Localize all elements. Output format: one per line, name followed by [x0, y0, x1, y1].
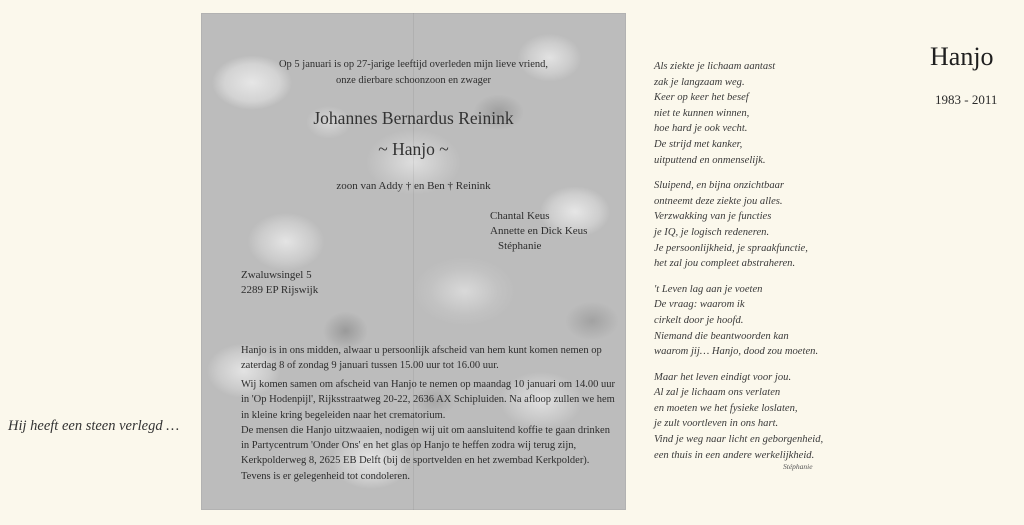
header-name: Hanjo [930, 42, 994, 71]
poem-line: 't Leven lag aan je voeten [654, 283, 763, 295]
poem-line: ontneemt deze ziekte jou alles. [654, 195, 783, 207]
poem-line: waarom jij… Hanjo, dood zou moeten. [654, 346, 819, 358]
full-name: Johannes Bernardus Reinink [313, 108, 514, 128]
parents-line: zoon van Addy † en Ben † Reinink [336, 180, 491, 192]
paragraph-line: De mensen die Hanjo uitzwaaien, nodigen wij uit om aansluitend koffie te gaan drinken [241, 424, 610, 436]
mourner: Annette en Dick Keus [490, 225, 588, 237]
poem-line: uitputtend en onmenselijk. [654, 154, 766, 166]
visitation-paragraph [241, 343, 606, 374]
poem-line: en moeten we het fysieke loslaten, [654, 402, 798, 414]
poem-stanza [654, 178, 874, 272]
poem-line: het zal jou compleet abstraheren. [654, 258, 796, 270]
death-notice-card [201, 13, 626, 510]
poem-line: niet te kunnen winnen, [654, 107, 750, 119]
paragraph-line: in Partycentrum 'Onder Ons' en het glas op Hanjo te heffen zodra wij terug zijn, [241, 440, 577, 452]
mourner: Stéphanie [498, 240, 542, 252]
intro-text [241, 57, 586, 88]
header-years: 1983 - 2011 [935, 92, 998, 107]
poem-stanza [654, 370, 874, 464]
paragraph-line: Hanjo is in ons midden, alwaar u persoonlijk afscheid van hem kunt komen nemen op [241, 345, 602, 356]
poem-stanza [654, 59, 874, 168]
paragraph-line: in 'Op Hodenpijl', Rijksstraatweg 20-22, 2636 AX Schipluiden. Na afloop zullen we hem [241, 394, 615, 406]
poem-line: je IQ, je logisch redeneren. [654, 226, 770, 238]
paragraph-line: Kerkpolderweg 8, 2625 EB Delft (bij de sportvelden en het zwembad Kerkpolder). [241, 455, 590, 467]
poem-line: Als ziekte je lichaam aantast [654, 61, 776, 72]
poem-stanza [654, 282, 874, 360]
poem-line: zak je langzaam weg. [654, 76, 745, 88]
paragraph-line: zaterdag 8 of zondag 9 januari tussen 15.00 uur tot 16.00 uur. [241, 360, 499, 372]
poem-line: Je persoonlijkheid, je spraakfunctie, [654, 242, 808, 254]
paragraph-line: Tevens is er gelegenheid tot condoleren. [241, 470, 410, 482]
poem-line: Al zal je lichaam ons verlaten [654, 387, 781, 399]
poem-line: Keer op keer het besef [654, 92, 749, 104]
poem-line: cirkelt door je hoofd. [654, 314, 744, 326]
funeral-paragraph [241, 377, 615, 484]
poem-line: Sluipend, en bijna onzichtbaar [654, 180, 785, 192]
poem-line: Vind je weg naar licht en geborgenheid, [654, 434, 824, 446]
mourner: Chantal Keus [490, 210, 550, 222]
nickname: ~ Hanjo ~ [378, 139, 449, 159]
paragraph-line: in kleine kring begeleiden naar het crematorium. [241, 409, 446, 421]
address-line: 2289 EP Rijswijk [241, 284, 319, 296]
address-line: Zwaluwsingel 5 [241, 269, 312, 281]
poem-signature: Stéphanie [783, 462, 813, 471]
poem-line: hoe hard je ook vecht. [654, 123, 748, 135]
tagline: Hij heeft een steen verlegd … [8, 418, 180, 434]
poem-line: Verzwakking van je functies [654, 211, 772, 223]
poem-line: een thuis in een andere werkelijkheid. [654, 449, 815, 461]
poem-line: Maar het leven eindigt voor jou. [654, 371, 792, 383]
poem [654, 59, 874, 473]
mourners-list [490, 209, 620, 254]
address [241, 268, 441, 298]
paragraph-line: Wij komen samen om afscheid van Hanjo te nemen op maandag 10 januari om 14.00 uur [241, 379, 615, 390]
intro-line: onze dierbare schoonzoon en zwager [335, 74, 492, 86]
intro-line: Op 5 januari is op 27-jarige leeftijd overleden mijn lieve vriend, [278, 59, 549, 70]
poem-line: De strijd met kanker, [654, 138, 743, 150]
poem-line: je zult voortleven in ons hart. [654, 418, 779, 430]
poem-line: De vraag: waarom ik [654, 299, 745, 311]
poem-line: Niemand die beantwoorden kan [654, 330, 789, 342]
